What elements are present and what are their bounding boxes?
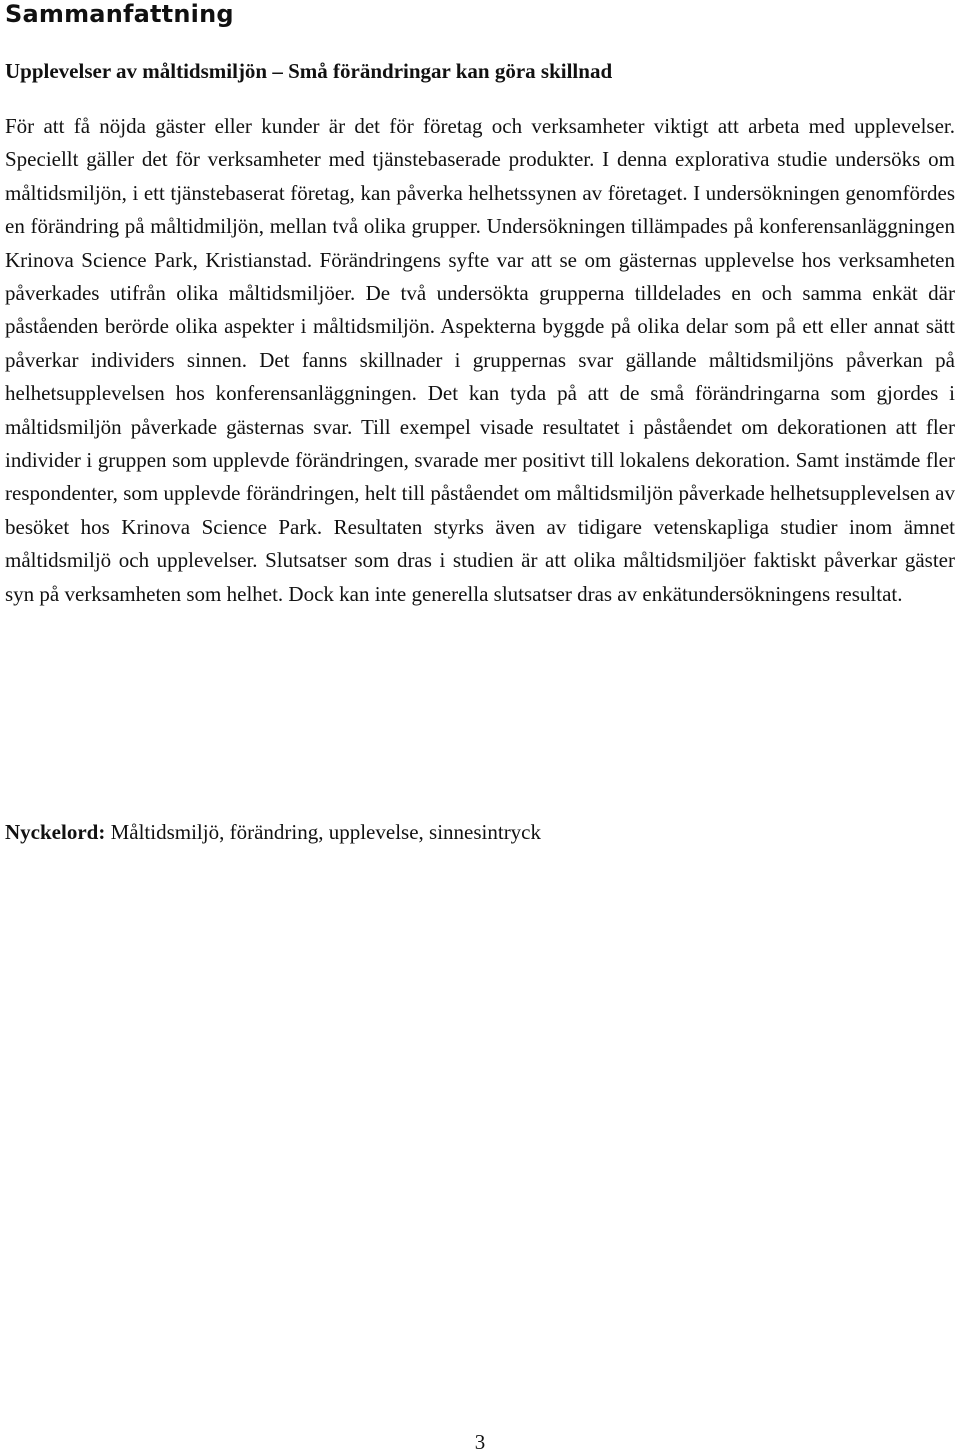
keywords-label: Nyckelord: xyxy=(5,820,106,844)
document-page xyxy=(5,0,955,844)
keywords-list: Måltidsmiljö, förändring, upplevelse, sinnesintryck xyxy=(110,820,542,844)
page-number: 3 xyxy=(474,1430,486,1454)
keywords-line xyxy=(5,818,541,846)
abstract-subtitle: Upplevelser av måltidsmiljön – Små förändringar kan göra skillnad xyxy=(5,59,613,83)
abstract-body: För att få nöjda gäster eller kunder är det för företag och verksamheter viktigt att arbeta med upplevelser. Speciellt gäller det för verksamheter med tjänstebaserade produkter. I denna explorativa studie undersöks om måltidsmiljön, i ett tjänstebaserat företag, kan påverka helhetssynen av företaget. I undersökningen genomfördes en förändring på måltidmiljön, mellan två olika grupper. Undersökningen tillämpades på konferensanläggningen Krinova Science Park, Kristianstad. Förändringens syfte var att se om gästernas upplevelse hos verksamheten påverkades utifrån olika måltidsmiljöer. De två undersökta grupperna tilldelades en och samma enkät där påståenden berörde olika aspekter i måltidsmiljön. Aspekterna byggde på olika delar som på ett eller annat sätt påverkar individers sinnen. Det fanns skillnader i gruppernas svar gällande måltidsmiljöns påverkan på helhetsupplevelsen hos konferensanläggningen. Det kan tyda på att de små förändringarna som gjordes i måltidsmiljön påverkade gästernas svar. Till exempel visade resultatet i påståendet om dekorationen att fler individer i gruppen som upplevde förändringen, svarade mer positivt till lokalens dekoration. Samt instämde fler respondenter, som upplevde förändringen, helt till påståendet om måltidsmiljön påverkade helhetsupplevelsen av besöket hos Krinova Science Park. Resultaten styrks även av tidigare vetenskapliga studier inom ämnet måltidsmiljö och upplevelser. Slutsatser som dras i studien är att olika måltidsmiljöer faktiskt påverkar gäster syn på verksamheten som helhet. Dock kan inte generella slutsatser dras av enkätundersökningens resultat. xyxy=(5,114,955,606)
page-heading: Sammanfattning xyxy=(5,0,234,28)
